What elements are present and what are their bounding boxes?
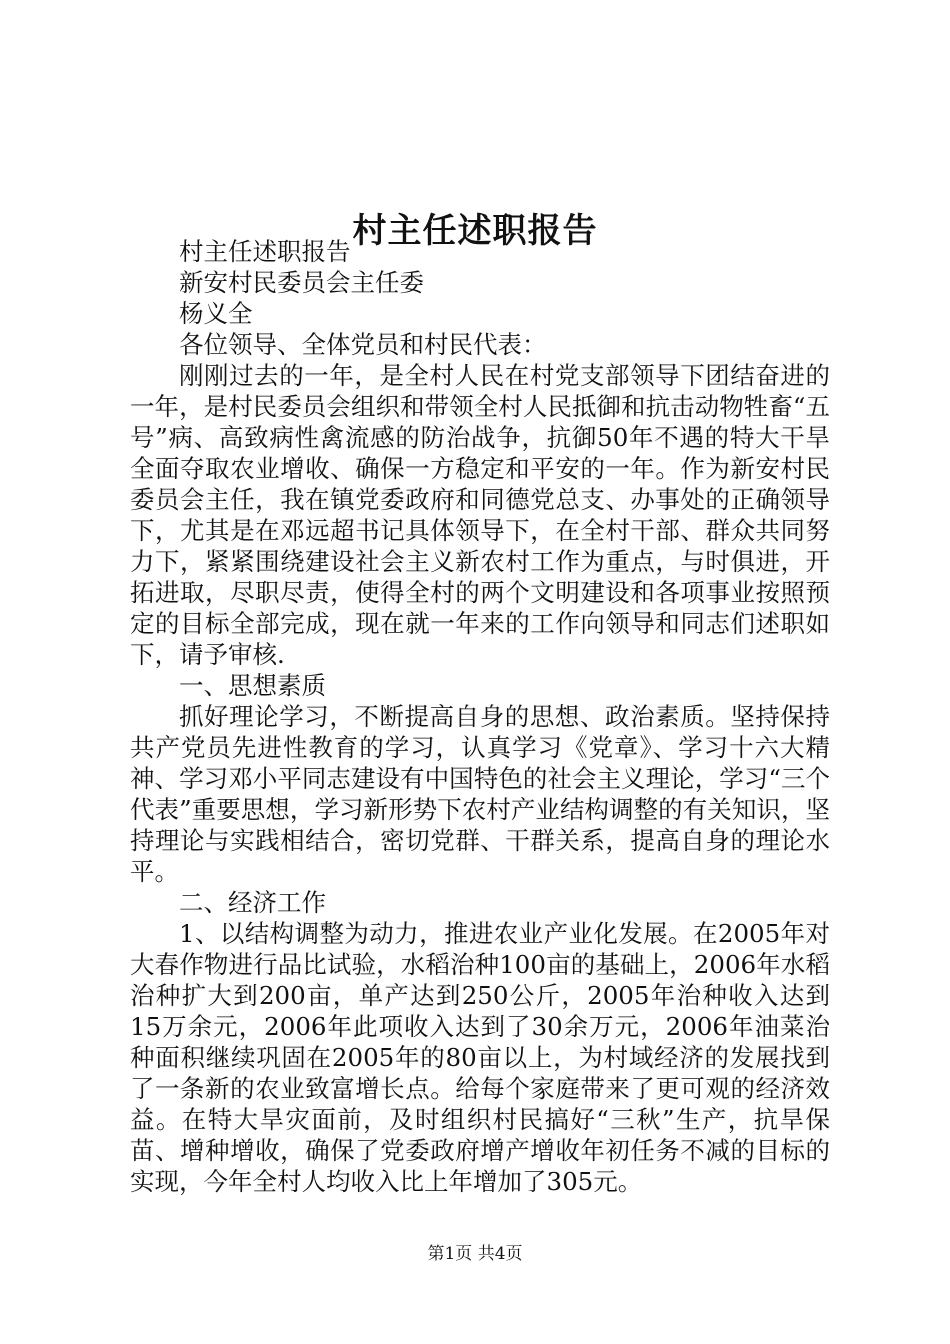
document-title: 村主任述职报告	[352, 210, 598, 251]
paragraph-economy-1: 1、以结构调整为动力，推进农业产业化发展。在2005年对大春作物进行品比试验，水稻治种100亩的基础上，2006年水稻治种扩大到200亩，单产达到250公斤，2005年治种收入达到15万余元，2006年此项收入达到了30余万元，2006年油菜治种面积继续巩固在2005年的80亩以上，为村域经济的发展找到了一条新的农业致富增长点。给每个家庭带来了更可观的经济效益。在特大旱灾面前，及时组织村民搞好“三秋”生产，抗旱保苗、增种增收，确保了党委政府增产增收年初任务不减的目标的实现，今年全村人均收入比上年增加了305元。	[130, 919, 830, 1196]
section-heading-economy: 二、经济工作	[179, 888, 326, 917]
paragraph-report-heading: 村主任述职报告	[179, 237, 351, 266]
paragraph-committee: 新安村民委员会主任委	[179, 268, 424, 297]
paragraph-ideology: 抓好理论学习，不断提高自身的思想、政治素质。坚持保持共产党员先进性教育的学习，认真学习《党章》、学习十六大精神、学习邓小平同志建设有中国特色的社会主义理论，学习“三个代表”重要思想，学习新形势下农村产业结构调整的有关知识，坚持理论与实践相结合，密切党群、干群关系，提高自身的理论水平。	[130, 702, 830, 886]
paragraph-salutation: 各位领导、全体党员和村民代表：	[179, 330, 547, 359]
section-heading-ideology: 一、思想素质	[179, 671, 326, 700]
page-footer: 第1页 共4页	[427, 1244, 523, 1264]
paragraph-author: 杨义全	[179, 299, 253, 328]
document-body	[130, 236, 830, 1197]
paragraph-introduction: 刚刚过去的一年，是全村人民在村党支部领导下团结奋进的一年，是村民委员会组织和带领全村人民抵御和抗击动物牲畜“五号”病、高致病性禽流感的防治战争，抗御50年不遇的特大干旱全面夺取农业增收、确保一方稳定和平安的一年。作为新安村民委员会主任，我在镇党委政府和同德党总支、办事处的正确领导下，尤其是在邓远超书记具体领导下，在全村干部、群众共同努力下，紧紧围绕建设社会主义新农村工作为重点，与时俱进，开拓进取，尽职尽责，使得全村的两个文明建设和各项事业按照预定的目标全部完成，现在就一年来的工作向领导和同志们述职如下，请予审核.	[130, 361, 830, 669]
